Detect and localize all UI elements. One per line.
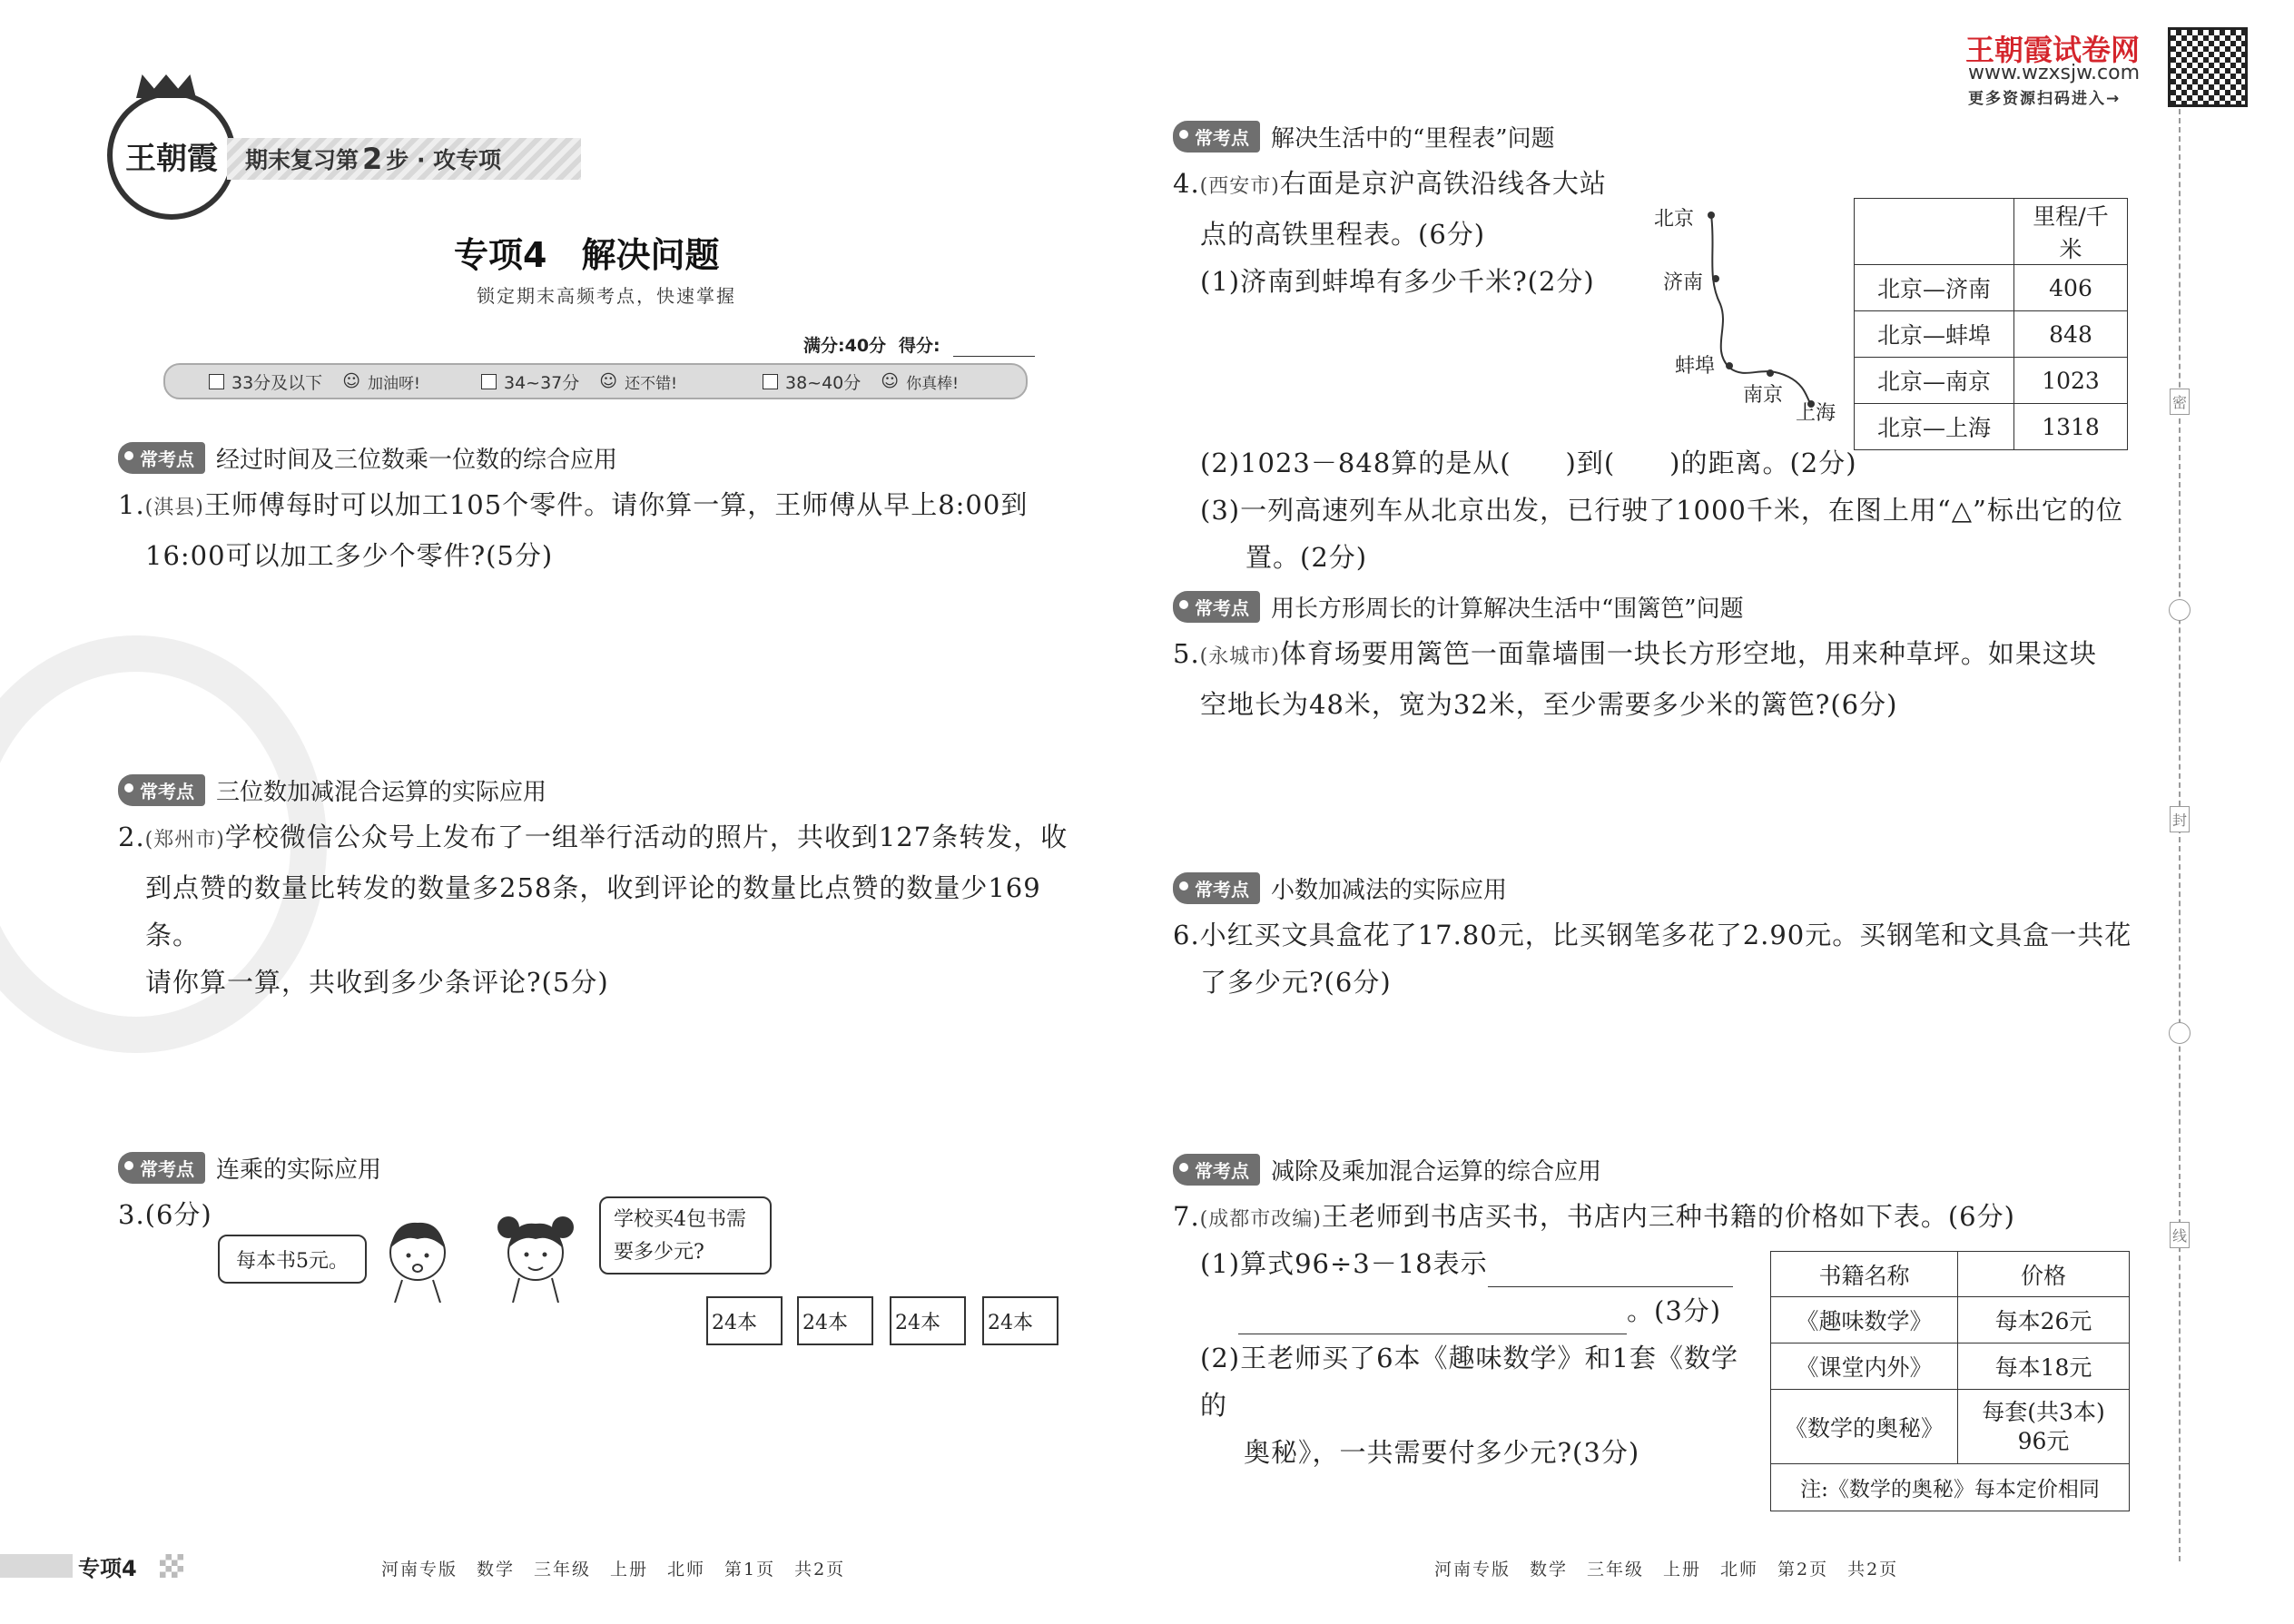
- table-row: [1855, 358, 2128, 404]
- answer-blank[interactable]: [1238, 1306, 1627, 1334]
- table-row: [1771, 1252, 2130, 1297]
- boy-icon: [377, 1212, 458, 1303]
- binding-mark: 封: [2170, 806, 2190, 832]
- map-label-nanjing: 南京: [1743, 384, 1784, 407]
- table-row: [1855, 311, 2128, 358]
- q-source: (淇县): [144, 497, 204, 519]
- q-text: 奥秘》，一共需要付多少元?(3分): [1244, 1437, 1640, 1468]
- banner-num: 2: [362, 142, 383, 176]
- q-source: (西安市): [1199, 175, 1280, 198]
- topic-tag-6: [1173, 871, 1507, 905]
- q-number: 5.: [1173, 638, 1200, 669]
- book-price-table: [1770, 1251, 2130, 1511]
- q-number: 4.: [1173, 168, 1200, 199]
- q-text: 体育场要用篱笆一面靠墙围一块长方形空地，用来种草坪。如果这块: [1279, 638, 2097, 669]
- tag-pill: 常考点: [118, 1152, 205, 1184]
- step-banner: [227, 138, 581, 180]
- table-row: [1771, 1464, 2130, 1511]
- q-source: (永城市): [1199, 645, 1280, 668]
- page-title: 专项4 解决问题: [454, 235, 720, 275]
- table-header: 价格: [1958, 1252, 2130, 1297]
- table-row: [1771, 1297, 2130, 1343]
- question-3: 3.(6分): [118, 1199, 212, 1230]
- book-pack: [982, 1296, 1058, 1345]
- q-text: 6.小红买文具盒花了17.80元，比买钢笔多花了2.90元。买钢笔和文具盒一共花: [1173, 920, 2132, 950]
- topic-tag-3: [118, 1151, 381, 1185]
- bubble-text: 学校买4包书需: [614, 1208, 746, 1231]
- table-cell: 《课堂内外》: [1771, 1343, 1958, 1390]
- book-pack: [890, 1296, 966, 1345]
- topic-title: 经过时间及三位数乘一位数的综合应用: [216, 447, 618, 474]
- table-cell: 每本18元: [1958, 1343, 2130, 1390]
- q-text: 点的高铁里程表。(6分): [1200, 219, 1486, 250]
- q-text: 王老师到书店买书，书店内三种书籍的价格如下表。(6分): [1321, 1201, 2015, 1232]
- binding-dashed-line: [2179, 109, 2181, 1561]
- q-text: 到点赞的数量比转发的数量多258条，收到评论的数量比点赞的数量少169条。: [145, 872, 1041, 950]
- q-source: (成都市改编): [1199, 1208, 1322, 1231]
- footer-deco-icon: [160, 1554, 183, 1578]
- table-cell: 北京—南京: [1855, 358, 2014, 404]
- score-blank[interactable]: [953, 332, 1035, 357]
- q-text: 请你算一算，共收到多少条评论?(5分): [145, 967, 609, 998]
- tag-pill: 常考点: [1173, 121, 1260, 153]
- map-label-bengbu: 蚌埠: [1675, 355, 1716, 378]
- topic-title: 三位数加减混合运算的实际应用: [216, 779, 547, 806]
- topic-tag-1: [118, 441, 617, 475]
- topic-title: 减除及乘加混合运算的综合应用: [1271, 1158, 1602, 1186]
- table-cell: 北京—济南: [1855, 265, 2014, 311]
- table-cell: 北京—上海: [1855, 404, 2014, 450]
- q-text: 右面是京沪高铁沿线各大站: [1279, 168, 1607, 199]
- question-4: [1173, 160, 1681, 305]
- question-7: [1173, 1193, 2171, 1244]
- table-cell: 406: [2014, 265, 2128, 311]
- tag-pill: 常考点: [1173, 1154, 1260, 1186]
- map-label-shanghai: 上海: [1796, 402, 1836, 425]
- score-label: 得分:: [899, 336, 940, 356]
- bubble-text: 每本书5元。: [236, 1249, 349, 1273]
- brand-url: www.wzxsjw.com: [1968, 62, 2141, 84]
- tag-pill: 常考点: [1173, 591, 1260, 623]
- box-label: 24本: [802, 1312, 848, 1334]
- table-cell: 《数学的奥秘》: [1771, 1390, 1958, 1464]
- rating-range: 38~40分: [785, 372, 861, 393]
- q-text: (1)算式96÷3－18表示: [1200, 1248, 1488, 1279]
- topic-title: 解决生活中的“里程表”问题: [1271, 125, 1555, 153]
- rating-comment: 加油呀!: [368, 374, 420, 393]
- rating-range: 33分及以下: [231, 372, 323, 393]
- footer-band: [0, 1554, 73, 1578]
- rating-range: 34~37分: [504, 372, 580, 393]
- table-header: 里程/千米: [2014, 199, 2128, 265]
- banner-pre: 期末复习第: [245, 147, 359, 173]
- book-pack: [797, 1296, 873, 1345]
- topic-tag-2: [118, 773, 546, 807]
- q-text: (2)1023－848算的是从( )到( )的距离。(2分): [1200, 448, 1857, 478]
- footer-right: 河南专版 数学 三年级 上册 北师 第2页 共2页: [1434, 1560, 1899, 1580]
- rating-item: [209, 369, 481, 394]
- binding-circle: [2169, 599, 2191, 621]
- checkbox[interactable]: [209, 374, 224, 389]
- page-subtitle: 锁定期末高频考点，快速掌握: [477, 285, 736, 307]
- qr-code-icon[interactable]: [2168, 27, 2248, 107]
- question-5: [1173, 630, 2171, 728]
- q-text: 了多少元?(6分): [1200, 967, 1392, 998]
- topic-tag-4: [1173, 120, 1555, 153]
- table-cell: [1958, 1390, 2130, 1464]
- banner-post: 步 · 攻专项: [386, 147, 502, 173]
- question-6: [1173, 911, 2171, 1006]
- q-text: 王师傅每时可以加工105个零件。请你算一算，王师傅从早上8:00到: [203, 489, 1029, 520]
- table-cell: 《趣味数学》: [1771, 1297, 1958, 1343]
- topic-title: 连乘的实际应用: [216, 1156, 382, 1184]
- tag-pill: 常考点: [118, 442, 205, 474]
- binding-mark: 密: [2170, 389, 2190, 415]
- table-cell: 848: [2014, 311, 2128, 358]
- tag-pill: 常考点: [118, 774, 205, 806]
- q-source: (郑州市): [144, 829, 225, 851]
- q-number: 2.: [118, 822, 145, 852]
- face-icon: ☺: [599, 371, 618, 391]
- q-text: 16:00可以加工多少个零件?(5分): [145, 540, 554, 571]
- table-cell: 1318: [2014, 404, 2128, 450]
- topic-tag-5: [1173, 590, 1744, 624]
- table-cell: [1855, 199, 2014, 265]
- price-line: 每套(共3本): [1982, 1398, 2105, 1425]
- box-label: 24本: [895, 1312, 940, 1334]
- girl-icon: [490, 1207, 581, 1303]
- logo-text: 王朝霞: [125, 140, 218, 177]
- question-7-part-1: [1200, 1240, 1745, 1476]
- footer-tab: 专项4: [78, 1556, 137, 1581]
- q-number: 1.: [118, 489, 145, 520]
- map-label-beijing: 北京: [1654, 208, 1695, 231]
- face-icon: ☺: [342, 371, 360, 391]
- full-score: 满分:40分: [803, 336, 887, 356]
- brand-slogan: 更多资源扫码进入→: [1968, 90, 2122, 108]
- logo-crown-icon: [136, 74, 196, 98]
- mileage-table: [1854, 198, 2128, 450]
- map-label-jinan: 济南: [1663, 271, 1704, 294]
- q-text: (1)济南到蚌埠有多少千米?(2分): [1200, 266, 1595, 297]
- logo-seal: [107, 91, 236, 220]
- question-1: [118, 481, 1080, 579]
- footer-left: 河南专版 数学 三年级 上册 北师 第1页 共2页: [381, 1560, 846, 1580]
- q-text: (3)一列高速列车从北京出发，已行驶了1000千米，在图上用“△”标出它的位: [1200, 495, 2123, 526]
- checkbox[interactable]: [763, 374, 778, 389]
- table-cell: 1023: [2014, 358, 2128, 404]
- face-icon: ☺: [881, 371, 900, 391]
- score-line: [803, 332, 1035, 357]
- checkbox[interactable]: [481, 374, 497, 389]
- table-header: 书籍名称: [1771, 1252, 1958, 1297]
- table-cell: 北京—蚌埠: [1855, 311, 2014, 358]
- q-text: 空地长为48米，宽为32米，至少需要多少米的篱笆?(6分): [1200, 689, 1898, 720]
- rating-comment: 还不错!: [625, 374, 677, 393]
- box-label: 24本: [712, 1312, 757, 1334]
- table-row: [1771, 1390, 2130, 1464]
- rating-item: [481, 369, 763, 394]
- binding-circle: [2169, 1022, 2191, 1044]
- answer-blank[interactable]: [1488, 1259, 1733, 1287]
- price-line: 96元: [2017, 1427, 2070, 1454]
- table-row: [1771, 1343, 2130, 1390]
- book-pack: [706, 1296, 783, 1345]
- q-number: 7.: [1173, 1201, 1200, 1232]
- tag-pill: 常考点: [1173, 872, 1260, 904]
- bubble-text: 要多少元?: [614, 1241, 704, 1264]
- box-label: 24本: [988, 1312, 1033, 1334]
- q-text: 置。(2分): [1245, 542, 1368, 573]
- q-text: 。(3分): [1627, 1295, 1722, 1326]
- q-text: 学校微信公众号上发布了一组举行活动的照片，共收到127条转发，收: [224, 822, 1068, 852]
- rating-item: [763, 369, 959, 394]
- question-2: [118, 813, 1080, 1006]
- question-4-part-2-3: [1200, 439, 2181, 581]
- table-note: 注:《数学的奥秘》每本定价相同: [1771, 1464, 2130, 1511]
- rating-comment: 你真棒!: [906, 374, 959, 393]
- q-text: (2)王老师买了6本《趣味数学》和1套《数学的: [1200, 1343, 1738, 1421]
- speech-bubble-2: [599, 1196, 772, 1275]
- topic-title: 用长方形周长的计算解决生活中“围篱笆”问题: [1271, 595, 1744, 623]
- brand-name: 王朝霞试卷网: [1965, 33, 2141, 67]
- speech-bubble-1: [218, 1235, 367, 1284]
- topic-title: 小数加减法的实际应用: [1271, 877, 1508, 904]
- topic-tag-7: [1173, 1153, 1601, 1186]
- rating-bar: [163, 363, 1028, 399]
- binding-mark: 线: [2170, 1222, 2190, 1248]
- table-cell: 每本26元: [1958, 1297, 2130, 1343]
- table-row: [1855, 265, 2128, 311]
